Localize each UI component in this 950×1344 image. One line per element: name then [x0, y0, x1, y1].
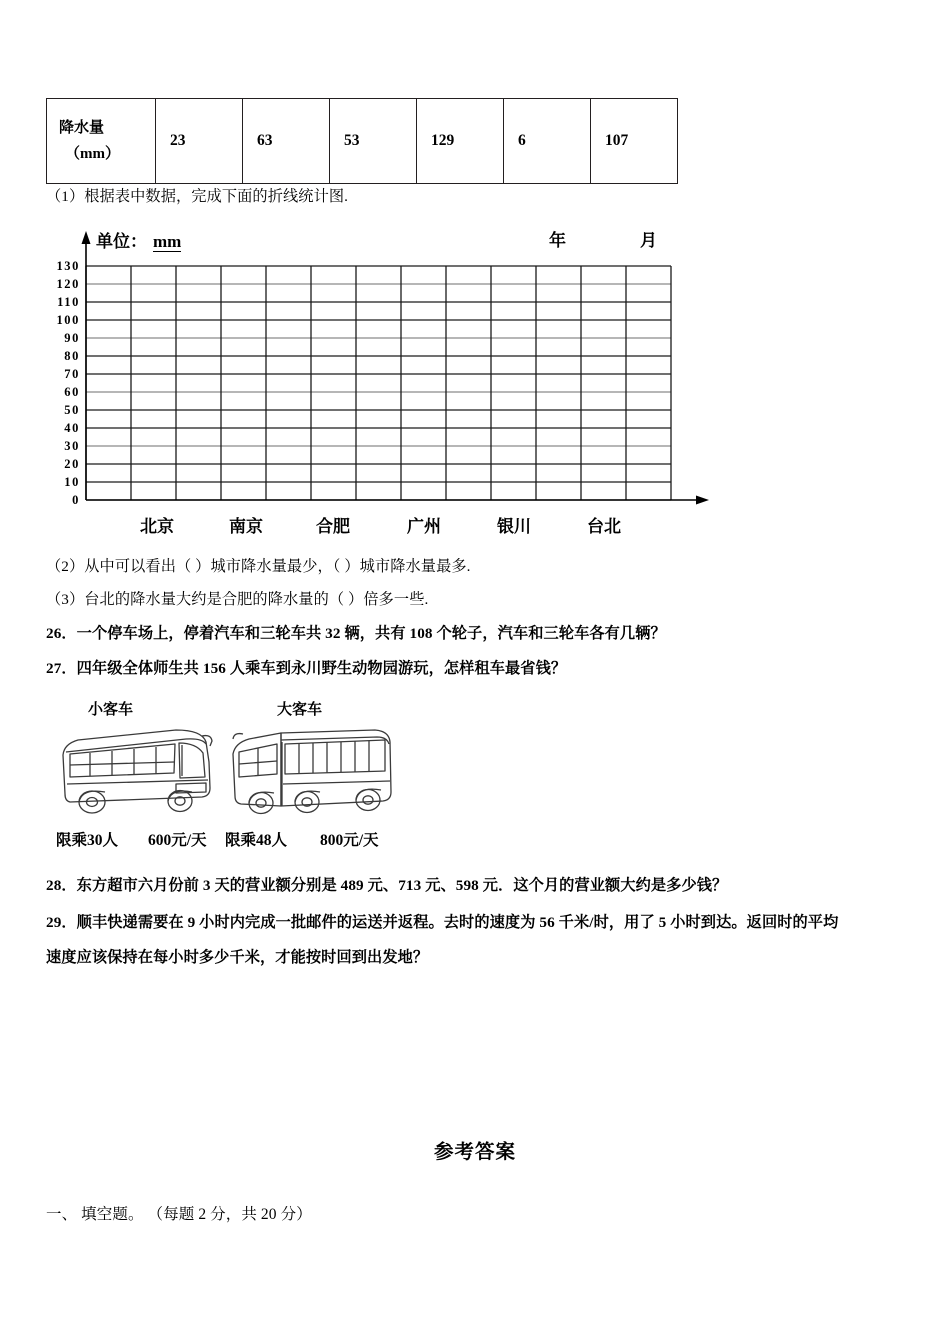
- large-bus-icon: [225, 722, 395, 820]
- small-bus-capacity: 限乘30人: [56, 832, 119, 849]
- y-tick-50: 50: [64, 403, 80, 417]
- large-bus-capacity: 限乘48人: [225, 832, 288, 849]
- question-27-text: 27．四年级全体师生共 156 人乘车到永川野生动物园游玩，怎样租车最省钱？: [46, 660, 567, 677]
- small-bus-price: 600元/天: [148, 832, 207, 849]
- y-tick-100: 100: [56, 313, 80, 327]
- question-29-line2: 速度应该保持在每小时多少千米，才能按时回到出发地？: [46, 949, 429, 966]
- question-1-text: （1）根据表中数据，完成下面的折线统计图.: [46, 188, 349, 205]
- x-label-nanjing: 南京: [229, 517, 263, 536]
- chart-unit-label: [96, 227, 181, 252]
- question-2-text: （2）从中可以看出（ ）城市降水量最少，（ ）城市降水量最多.: [46, 558, 471, 575]
- y-tick-20: 20: [64, 457, 80, 471]
- question-28-text: 28．东方超市六月份前 3 天的营业额分别是 489 元、713 元、598 元．这个月的营业额大约是多少钱？: [46, 877, 728, 894]
- y-tick-70: 70: [64, 367, 80, 381]
- table-cell-value-6: 107: [591, 99, 678, 184]
- y-tick-0: 0: [72, 493, 80, 507]
- x-label-taibei: 台北: [587, 517, 621, 536]
- table-cell-value-1: 23: [156, 99, 243, 184]
- precipitation-table: [46, 98, 678, 184]
- y-tick-110: 110: [57, 295, 80, 309]
- chart-unit-prefix: 单位：: [96, 232, 147, 251]
- table-cell-value-4: 129: [417, 99, 504, 184]
- line-chart-grid: [0, 0, 950, 560]
- chart-unit-value: mm: [153, 232, 182, 251]
- y-tick-40: 40: [64, 421, 80, 435]
- large-bus-title: 大客车: [277, 702, 323, 718]
- table-cell-value-3: 53: [330, 99, 417, 184]
- question-26-text: 26．一个停车场上，停着汽车和三轮车共 32 辆，共有 108 个轮子，汽车和三轮车各有几辆？: [46, 625, 666, 642]
- x-label-beijing: 北京: [140, 517, 174, 536]
- table-cell-value-2: 63: [243, 99, 330, 184]
- table-row-header-line2: （mm）: [65, 146, 120, 162]
- y-tick-120: 120: [56, 277, 80, 291]
- y-tick-80: 80: [64, 349, 80, 363]
- answer-key-heading: 参考答案: [433, 1141, 516, 1163]
- table-cell-value-5: 6: [504, 99, 591, 184]
- chart-year-label: 年: [549, 231, 566, 250]
- x-label-hefei: 合肥: [316, 517, 350, 536]
- y-tick-60: 60: [64, 385, 80, 399]
- y-tick-30: 30: [64, 439, 80, 453]
- y-tick-130: 130: [56, 259, 80, 273]
- small-bus-icon: [56, 722, 216, 820]
- table-row-header: [47, 99, 156, 184]
- y-tick-90: 90: [64, 331, 80, 345]
- large-bus-price: 800元/天: [320, 832, 379, 849]
- y-tick-10: 10: [64, 475, 80, 489]
- small-bus-title: 小客车: [88, 702, 134, 718]
- chart-month-label: 月: [640, 231, 657, 250]
- x-label-guangzhou: 广州: [407, 517, 441, 536]
- answer-section-one-heading: 一、 填空题。 （每题 2 分，共 20 分）: [46, 1206, 312, 1223]
- table-row-header-line1: 降水量: [59, 119, 105, 136]
- question-29-line1: 29．顺丰快递需要在 9 小时内完成一批邮件的运送并返程。去时的速度为 56 千米/时，用了 5 小时到达。返回时的平均: [46, 914, 839, 931]
- table-row: [47, 99, 678, 184]
- x-label-yinchuan: 银川: [497, 517, 531, 536]
- question-3-text: （3）台北的降水量大约是合肥的降水量的（ ）倍多一些.: [46, 591, 429, 608]
